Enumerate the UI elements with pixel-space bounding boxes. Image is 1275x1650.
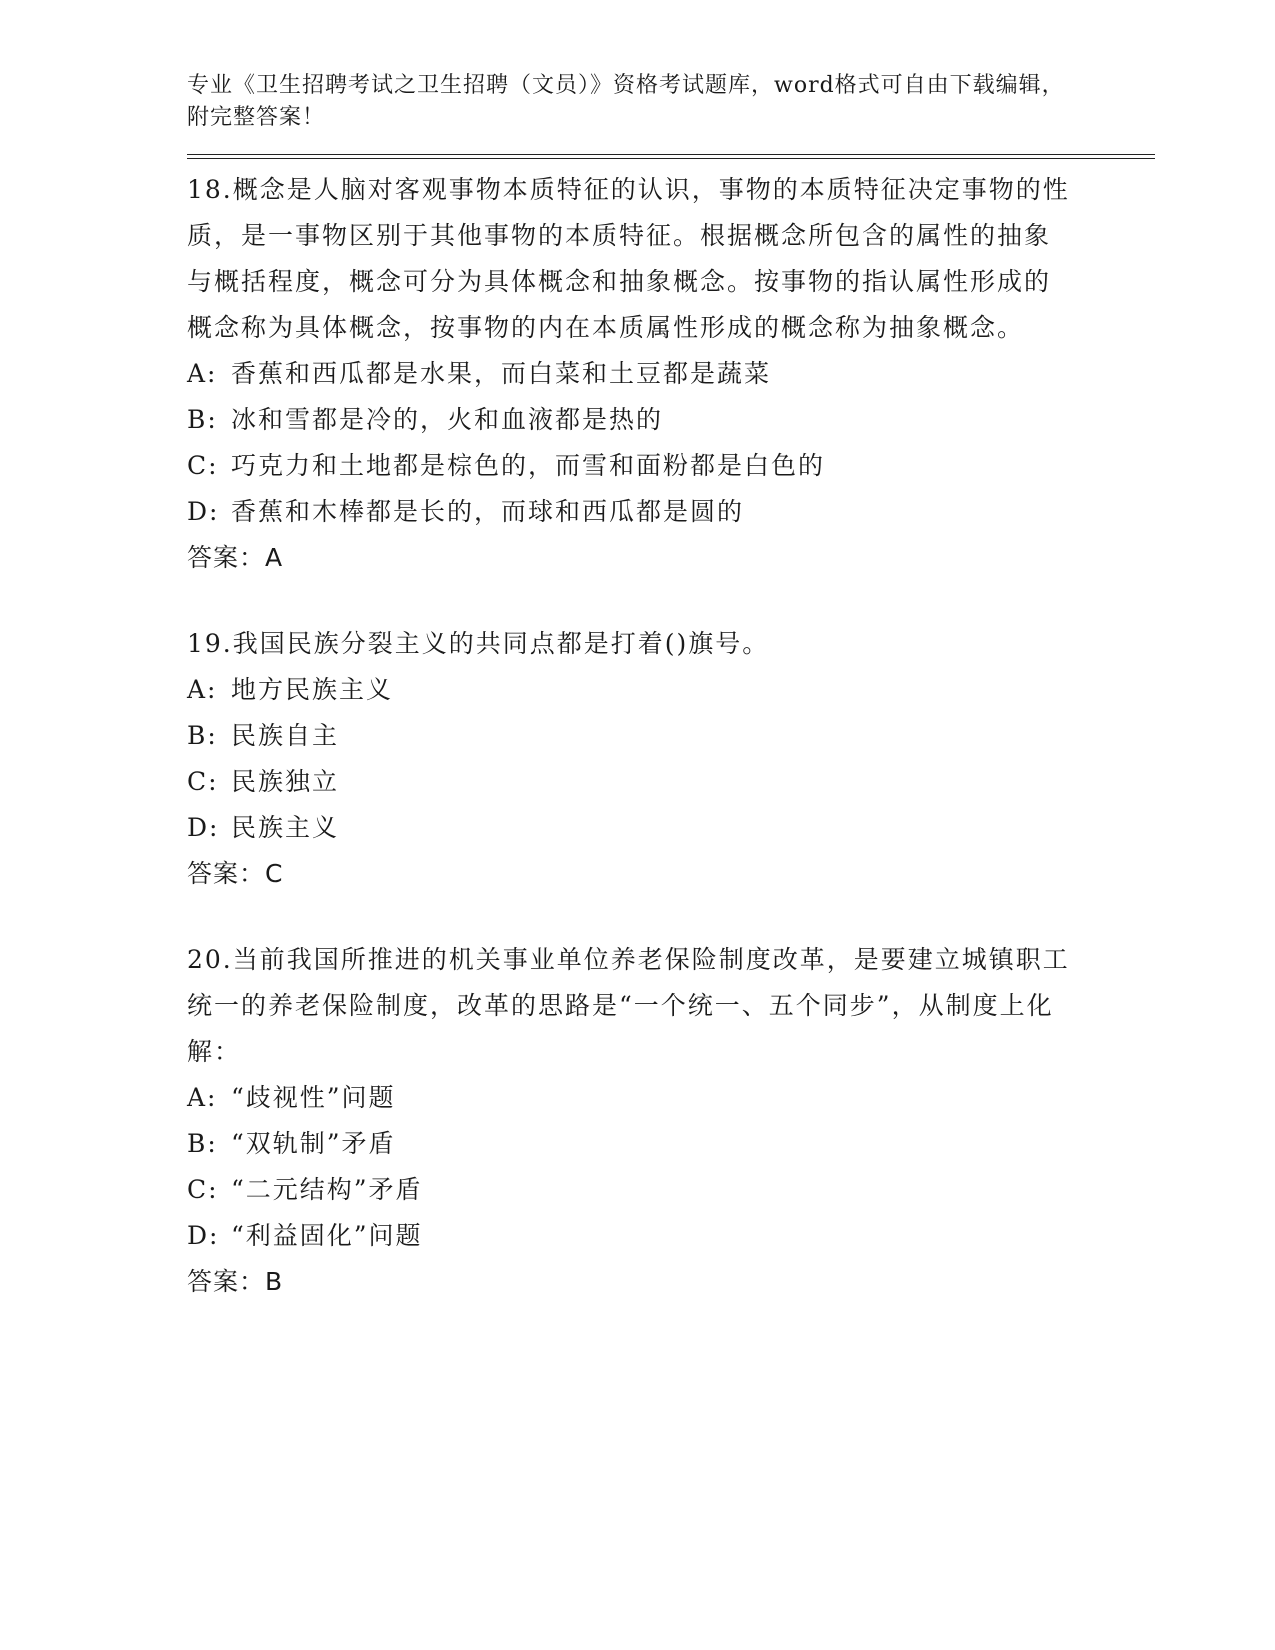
question-stem: 18.概念是人脑对客观事物本质特征的认识，事物的本质特征决定事物的性质，是一事物区别于其他事物的本质特征。根据概念所包含的属性的抽象与概括程度，概念可分为具体概念和抽象概念。按事物的指认属性形成的概念称为具体概念，按事物的内在本质属性形成的概念称为抽象概念。 bbox=[187, 175, 1070, 342]
option-c bbox=[187, 443, 1147, 489]
option-text: “二元结构”矛盾 bbox=[231, 1175, 423, 1204]
option-d bbox=[187, 805, 1147, 851]
answer-label: 答案：A bbox=[187, 543, 284, 572]
option-text: 地方民族主义 bbox=[231, 675, 394, 704]
option-letter: B: bbox=[187, 1129, 218, 1158]
option-letter: A: bbox=[187, 675, 218, 704]
question-stem: 20.当前我国所推进的机关事业单位养老保险制度改革，是要建立城镇职工统一的养老保险制度，改革的思路是“一个统一、五个同步”，从制度上化解： bbox=[187, 945, 1070, 1066]
option-text: “利益固化”问题 bbox=[231, 1221, 423, 1250]
option-text: 民族独立 bbox=[231, 767, 340, 796]
divider-line-bottom bbox=[187, 158, 1155, 159]
option-letter: C: bbox=[187, 451, 219, 480]
option-d bbox=[187, 1213, 1147, 1259]
option-letter: D: bbox=[187, 1221, 220, 1250]
option-text: “双轨制”矛盾 bbox=[231, 1129, 396, 1158]
question-20 bbox=[187, 937, 1147, 1305]
question-list bbox=[187, 167, 1147, 1305]
answer-label: 答案：C bbox=[187, 859, 284, 888]
option-letter: A: bbox=[187, 1083, 218, 1112]
option-letter: C: bbox=[187, 767, 219, 796]
option-a bbox=[187, 351, 1147, 397]
header-divider bbox=[187, 154, 1155, 159]
document-page bbox=[187, 70, 1147, 1345]
divider-line-top bbox=[187, 154, 1155, 155]
option-letter: B: bbox=[187, 721, 218, 750]
question-18 bbox=[187, 167, 1147, 581]
option-b bbox=[187, 713, 1147, 759]
option-letter: D: bbox=[187, 813, 220, 842]
option-b bbox=[187, 397, 1147, 443]
option-text: 民族自主 bbox=[231, 721, 340, 750]
option-letter: C: bbox=[187, 1175, 219, 1204]
option-a bbox=[187, 1075, 1147, 1121]
option-text: 冰和雪都是冷的，火和血液都是热的 bbox=[231, 405, 664, 434]
answer-label: 答案：B bbox=[187, 1267, 284, 1296]
option-letter: D: bbox=[187, 497, 220, 526]
question-19 bbox=[187, 621, 1147, 897]
option-text: 民族主义 bbox=[231, 813, 340, 842]
option-text: “歧视性”问题 bbox=[231, 1083, 396, 1112]
option-text: 巧克力和土地都是棕色的，而雪和面粉都是白色的 bbox=[231, 451, 826, 480]
option-d bbox=[187, 489, 1147, 535]
document-header: 专业《卫生招聘考试之卫生招聘（文员）》资格考试题库，word格式可自由下载编辑，附完整答案！ bbox=[187, 73, 1065, 130]
option-text: 香蕉和木棒都是长的，而球和西瓜都是圆的 bbox=[231, 497, 745, 526]
option-letter: B: bbox=[187, 405, 218, 434]
option-text: 香蕉和西瓜都是水果，而白菜和土豆都是蔬菜 bbox=[231, 359, 772, 388]
option-a bbox=[187, 667, 1147, 713]
option-letter: A: bbox=[187, 359, 218, 388]
option-c bbox=[187, 1167, 1147, 1213]
option-c bbox=[187, 759, 1147, 805]
option-b bbox=[187, 1121, 1147, 1167]
question-stem: 19.我国民族分裂主义的共同点都是打着()旗号。 bbox=[187, 629, 770, 658]
